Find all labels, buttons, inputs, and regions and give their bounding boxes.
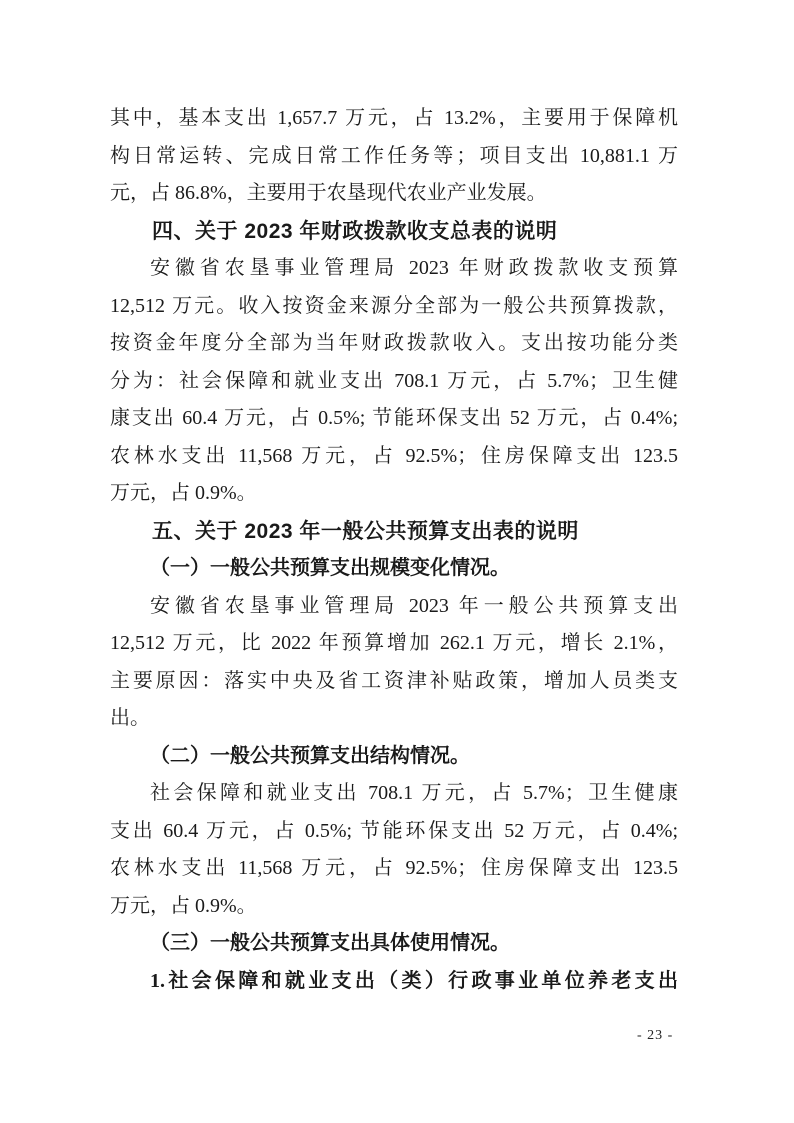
body-line: 农林水支出 11,568 万元，占 92.5%；住房保障支出 123.5	[110, 444, 678, 467]
body-line: 万元，占 0.9%。	[110, 894, 257, 917]
body-line: 康支出 60.4 万元，占 0.5%; 节能环保支出 52 万元，占 0.4%;	[110, 407, 678, 429]
body-line: 分为：社会保障和就业支出 708.1 万元，占 5.7%；卫生健	[110, 369, 678, 392]
body-line: 农林水支出 11,568 万元，占 92.5%；住房保障支出 123.5	[110, 857, 678, 879]
body-line: 按资金年度分全部为当年财政拨款收入。支出按功能分类	[110, 332, 678, 354]
body-line: 元，占 86.8%，主要用于农垦现代农业产业发展。	[110, 182, 547, 204]
body-line: 主要原因：落实中央及省工资津补贴政策，增加人员类支	[110, 669, 678, 692]
page-content	[110, 100, 678, 1000]
body-line: 12,512 万元。收入按资金来源分全部为一般公共预算拨款，	[110, 294, 678, 317]
body-line: 构日常运转、完成日常工作任务等；项目支出 10,881.1 万	[110, 144, 678, 167]
section-4-heading: 四、关于 2023 年财政拨款收支总表的说明	[152, 219, 558, 243]
subsection-1-heading: （一）一般公共预算支出规模变化情况。	[150, 557, 510, 579]
body-line: 支出 60.4 万元，占 0.5%; 节能环保支出 52 万元，占 0.4%;	[110, 819, 678, 842]
subsection-2-heading: （二）一般公共预算支出结构情况。	[150, 744, 470, 767]
body-line: 安徽省农垦事业管理局 2023 年财政拨款收支预算	[150, 257, 678, 279]
body-line: 安徽省农垦事业管理局 2023 年一般公共预算支出	[150, 594, 678, 617]
body-line: 万元，占 0.9%。	[110, 482, 257, 504]
body-line: 社会保障和就业支出 708.1 万元，占 5.7%；卫生健康	[150, 782, 678, 804]
body-line: 12,512 万元，比 2022 年预算增加 262.1 万元，增长 2.1%，	[110, 632, 678, 654]
subsection-3-heading: （三）一般公共预算支出具体使用情况。	[150, 932, 510, 954]
numbered-item-1: 1.社会保障和就业支出（类）行政事业单位养老支出	[150, 969, 678, 992]
body-line: 其中，基本支出 1,657.7 万元，占 13.2%，主要用于保障机	[110, 107, 678, 129]
section-5-heading: 五、关于 2023 年一般公共预算支出表的说明	[152, 519, 579, 543]
body-line: 出。	[110, 707, 150, 729]
page-number: - 23 -	[637, 1028, 674, 1043]
